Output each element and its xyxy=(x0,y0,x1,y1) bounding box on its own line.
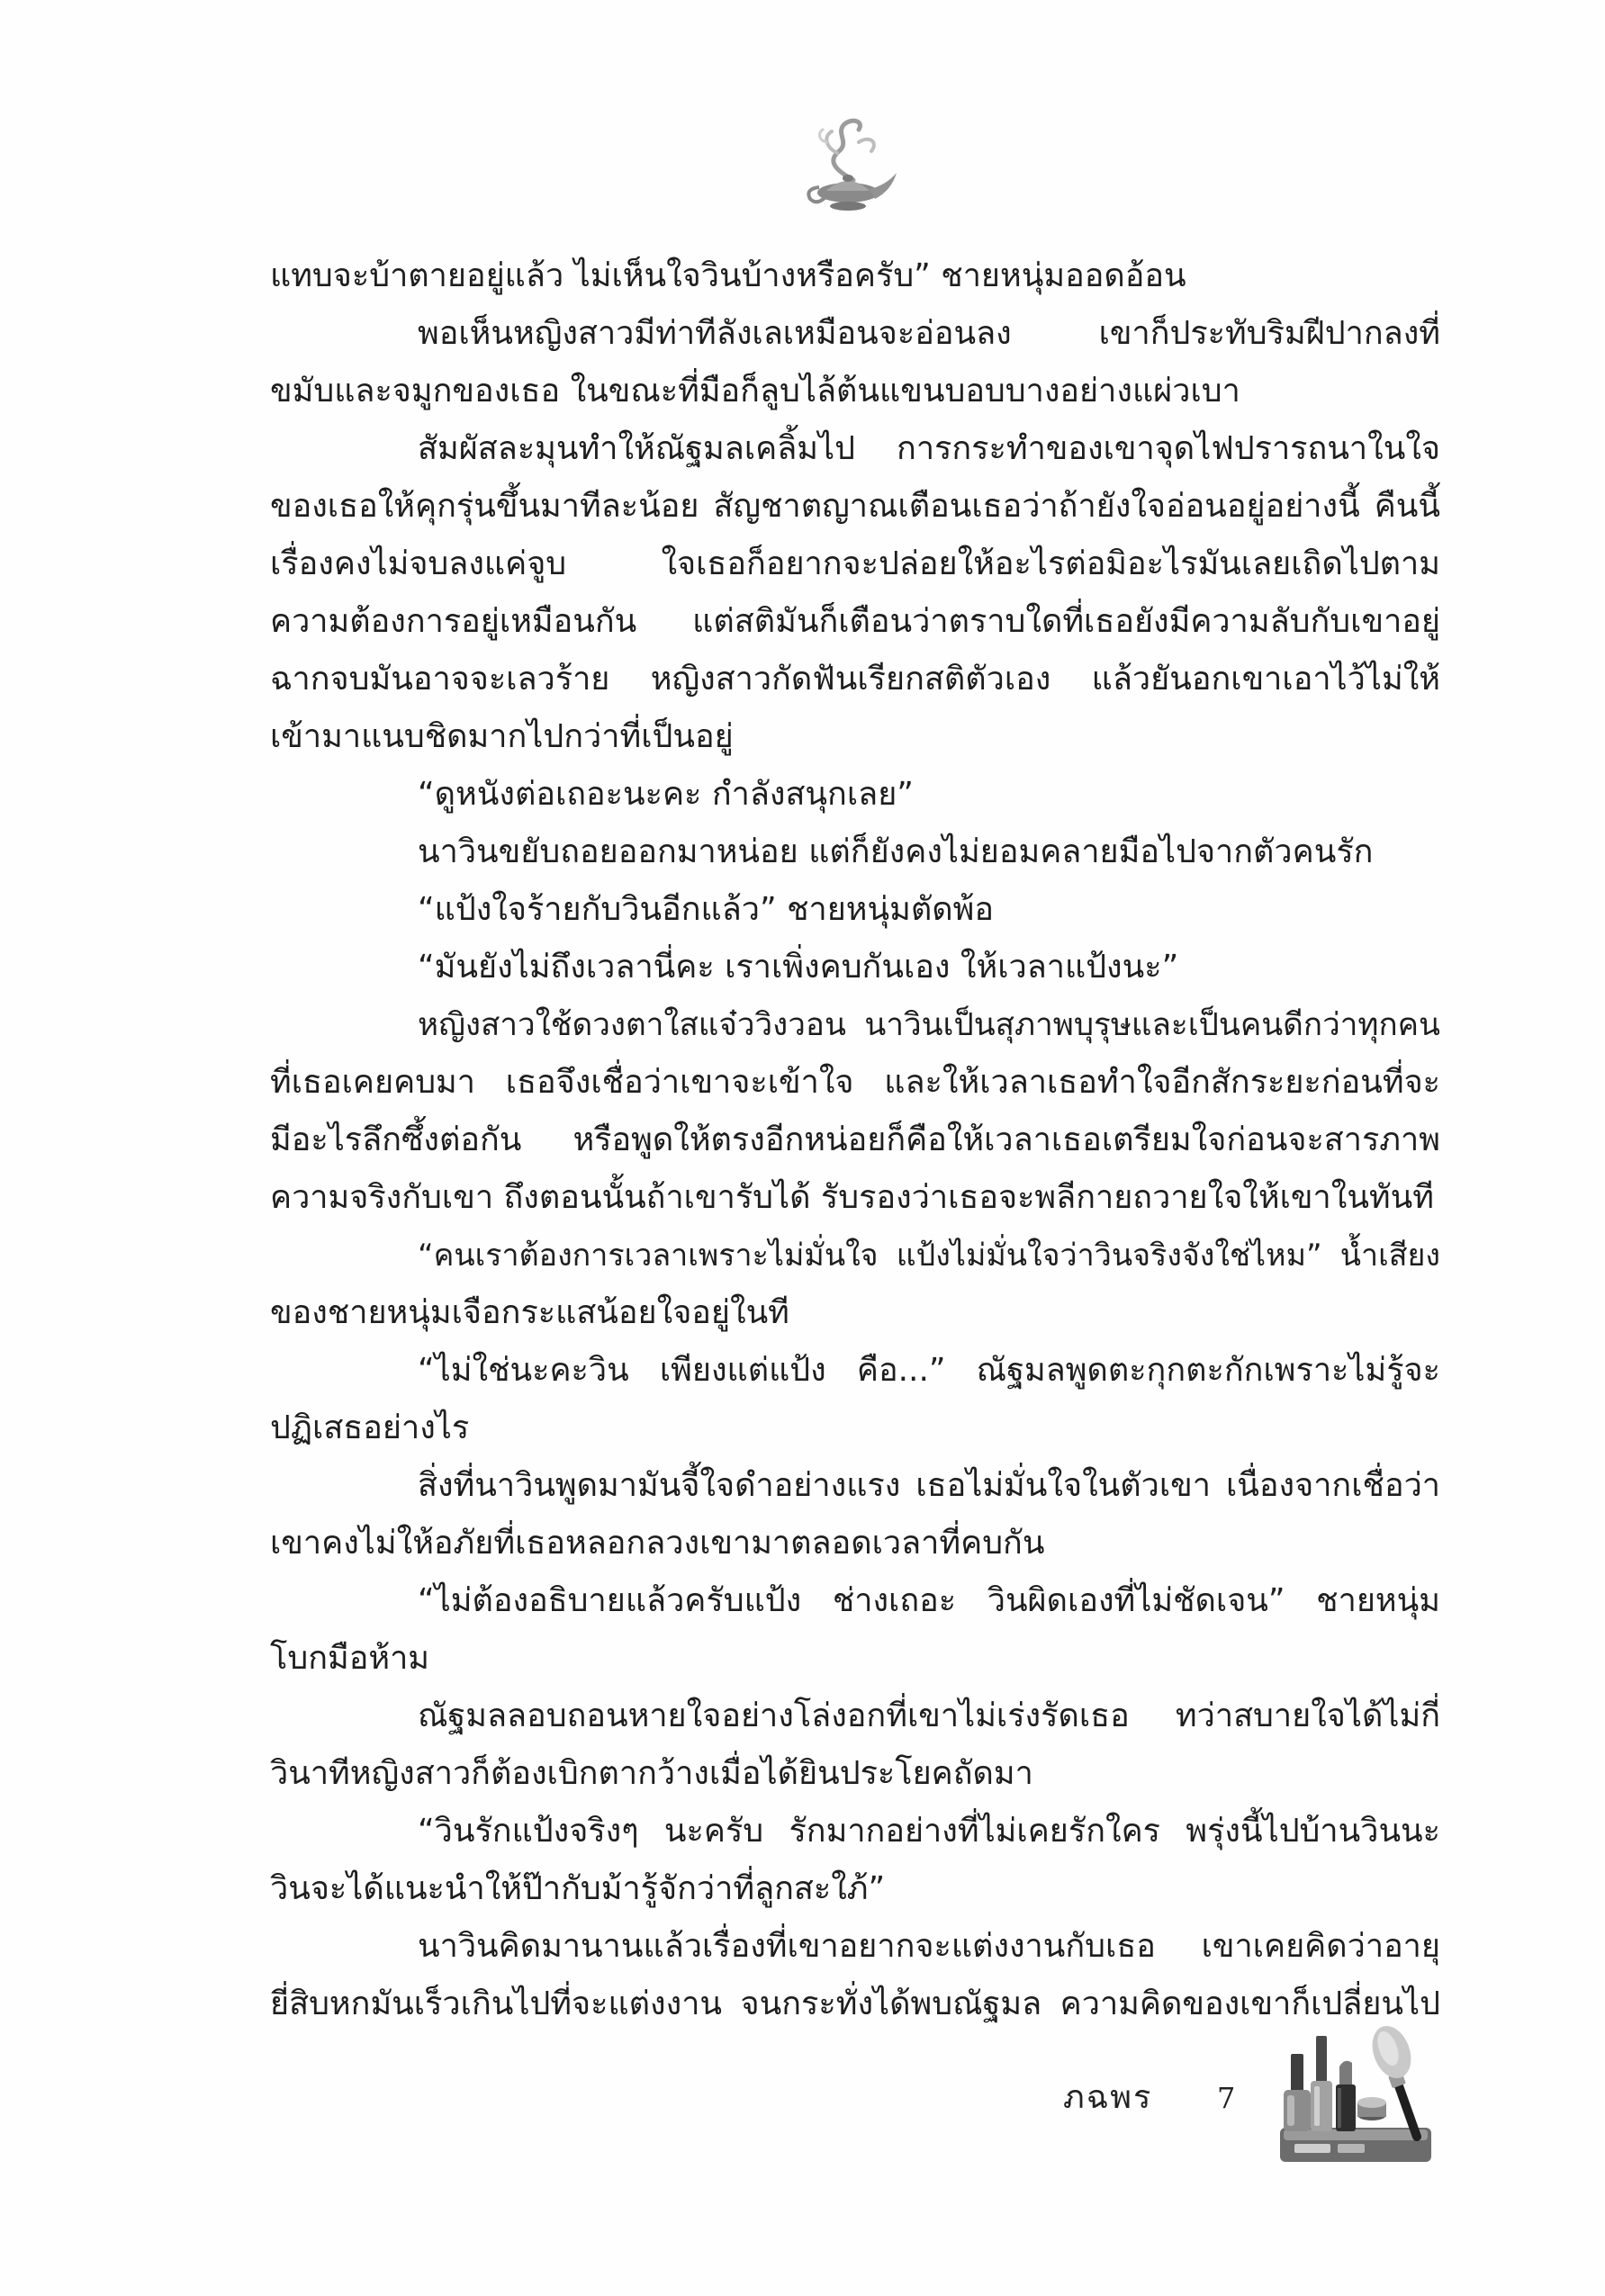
paragraph xyxy=(270,996,1440,1227)
text-line: “ไม่ใช่นะคะวิน เพียงแต่แป้ง คือ...” ณัฐมลพูดตะกุกตะกักเพราะไม่รู้จะ xyxy=(418,1352,1440,1389)
paragraph-carryover xyxy=(270,248,1440,305)
text-line: “ไม่ต้องอธิบายแล้วครับแป้ง ช่างเถอะ วินผิดเองที่ไม่ชัดเจน” ชายหนุ่ม xyxy=(418,1582,1440,1619)
text-line: “แป้งใจร้ายกับวินอีกแล้ว” ชายหนุ่มตัดพ้อ xyxy=(418,891,994,928)
text-line: “ดูหนังต่อเถอะนะคะ กำลังสนุกเลย” xyxy=(418,776,914,813)
text-line: เขาคงไม่ให้อภัยที่เธอหลอกลวงเขามาตลอดเวลาที่คบกัน xyxy=(270,1525,1045,1562)
paragraph xyxy=(270,1688,1440,1803)
text-line: ฉากจบมันอาจจะเลวร้าย หญิงสาวกัดฟันเรียกสติตัวเอง แล้วยันอกเขาเอาไว้ไม่ให้ xyxy=(270,661,1440,698)
text-line: “มันยังไม่ถึงเวลานี่คะ เราเพิ่งคบกันเอง ให้เวลาแป้งนะ” xyxy=(418,949,1179,986)
paragraph xyxy=(270,420,1440,766)
paragraph xyxy=(270,1227,1440,1342)
text-line: ของชายหนุ่มเจือกระแสน้อยใจอยู่ในที xyxy=(270,1294,789,1331)
text-line: ณัฐมลลอบถอนหายใจอย่างโล่งอกที่เขาไม่เร่งรัดเธอ ทว่าสบายใจได้ไม่กี่ xyxy=(418,1697,1440,1734)
text-line: ขมับและจมูกของเธอ ในขณะที่มือก็ลูบไล้ต้นแขนบอบบางอย่างแผ่วเบา xyxy=(270,373,1240,410)
text-line: ของเธอให้คุกรุ่นขึ้นมาทีละน้อย สัญชาตญาณเตือนเธอว่าถ้ายังใจอ่อนอยู่อย่างนี้ คืนนี้ xyxy=(270,488,1440,525)
running-head: ภฉพร xyxy=(1063,2079,1153,2116)
text-line: เรื่องคงไม่จบลงแค่จูบ ใจเธอก็อยากจะปล่อยให้อะไรต่อมิอะไรมันเลยเถิดไปตาม xyxy=(270,545,1440,582)
text-line: วินาทีหญิงสาวก็ต้องเบิกตากว้างเมื่อได้ยินประโยคถัดมา xyxy=(270,1755,1033,1792)
paragraph xyxy=(270,881,1440,939)
text-line: “คนเราต้องการเวลาเพราะไม่มั่นใจ แป้งไม่มั่นใจว่าวินจริงจังใช่ไหม” น้ำเสียง xyxy=(418,1238,1440,1274)
paragraph xyxy=(270,1342,1440,1457)
text-line: มีอะไรลึกซึ้งต่อกัน หรือพูดให้ตรงอีกหน่อยก็คือให้เวลาเธอเตรียมใจก่อนจะสารภาพ xyxy=(270,1121,1440,1158)
body-text xyxy=(270,248,1440,2033)
paragraph xyxy=(270,766,1440,824)
paragraph xyxy=(270,1457,1440,1572)
paragraph xyxy=(270,1572,1440,1688)
paragraph xyxy=(270,1918,1440,2033)
text-line: สิ่งที่นาวินพูดมามันจี้ใจดำอย่างแรง เธอไม่มั่นใจในตัวเขา เนื่องจากเชื่อว่า xyxy=(418,1467,1440,1504)
text-line: เข้ามาแนบชิดมากไปกว่าที่เป็นอยู่ xyxy=(270,718,734,755)
text-line: แทบจะบ้าตายอยู่แล้ว ไม่เห็นใจวินบ้างหรือครับ” ชายหนุ่มออดอ้อน xyxy=(270,257,1186,294)
paragraph xyxy=(270,824,1440,881)
paragraph xyxy=(270,939,1440,996)
text-line: ความจริงกับเขา ถึงตอนนั้นถ้าเขารับได้ รับรองว่าเธอจะพลีกายถวายใจให้เขาในทันที xyxy=(270,1179,1434,1216)
text-line: ปฏิเสธอย่างไร xyxy=(270,1409,470,1446)
text-line: “วินรักแป้งจริงๆ นะครับ รักมากอย่างที่ไม่เคยรักใคร พรุ่งนี้ไปบ้านวินนะ xyxy=(418,1813,1440,1850)
text-line: หญิงสาวใช้ดวงตาใสแจ๋ววิงวอน นาวินเป็นสุภาพบุรุษและเป็นคนดีกว่าทุกคน xyxy=(418,1007,1440,1043)
text-line: ความต้องการอยู่เหมือนกัน แต่สติมันก็เตือนว่าตราบใดที่เธอยังมีความลับกับเขาอยู่ xyxy=(270,603,1440,640)
text-line: นาวินคิดมานานแล้วเรื่องที่เขาอยากจะแต่งงานกับเธอ เขาเคยคิดว่าอายุ xyxy=(418,1928,1440,1965)
genie-lamp-icon xyxy=(799,115,900,216)
text-line: ยี่สิบหกมันเร็วเกินไปที่จะแต่งงาน จนกระทั่งได้พบณัฐมล ความคิดของเขาก็เปลี่ยนไป xyxy=(270,1985,1440,2022)
text-line: โบกมือห้าม xyxy=(270,1640,430,1677)
text-line: ที่เธอเคยคบมา เธอจึงเชื่อว่าเขาจะเข้าใจ และให้เวลาเธอทำใจอีกสักระยะก่อนที่จะ xyxy=(270,1064,1440,1101)
text-line: พอเห็นหญิงสาวมีท่าทีลังเลเหมือนจะอ่อนลง เขาก็ประทับริมฝีปากลงที่ xyxy=(418,315,1440,352)
text-line: นาวินขยับถอยออกมาหน่อย แต่ก็ยังคงไม่ยอมคลายมือไปจากตัวคนรัก xyxy=(418,833,1374,870)
text-line: วินจะได้แนะนำให้ป๊ากับม้ารู้จักว่าที่ลูกสะใภ้” xyxy=(270,1870,886,1907)
page-number: 7 xyxy=(1217,2081,1236,2115)
cosmetics-icon xyxy=(1275,2021,1438,2167)
text-line: สัมผัสละมุนทำให้ณัฐมลเคลิ้มไป การกระทำของเขาจุดไฟปรารถนาในใจ xyxy=(418,430,1440,467)
paragraph xyxy=(270,305,1440,420)
paragraph xyxy=(270,1803,1440,1918)
